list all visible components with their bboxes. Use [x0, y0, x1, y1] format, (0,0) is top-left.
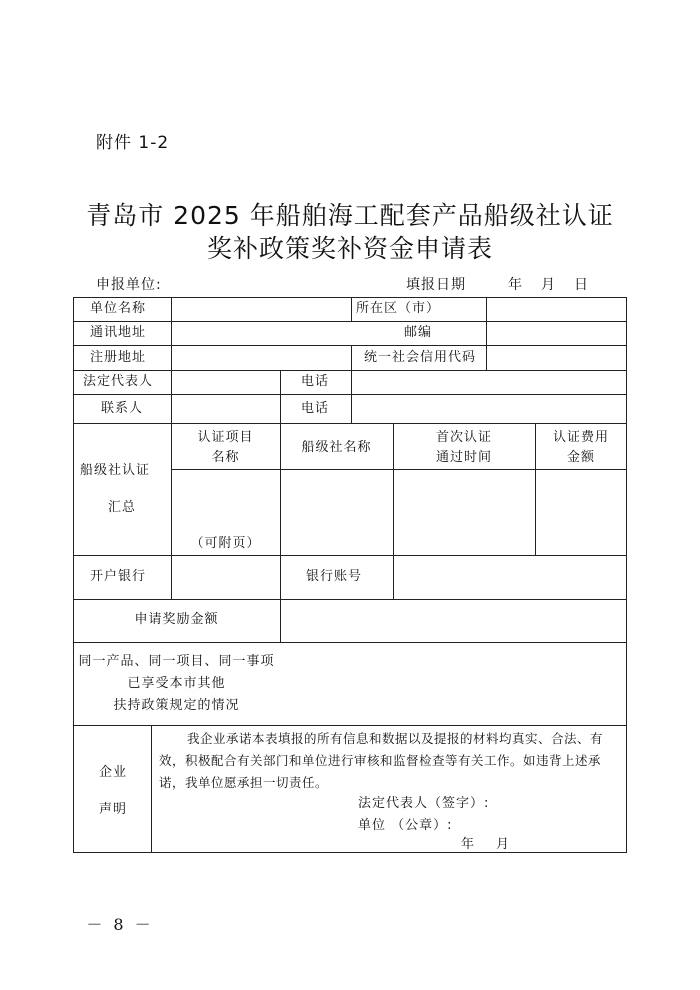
apply-amount-label: 申请奖励金额 — [134, 612, 219, 627]
document-title-line-2: 奖补政策奖补资金申请表 — [206, 234, 493, 263]
applicant-unit-label: 申报单位: — [96, 277, 162, 293]
date-month-label: 月 — [541, 277, 556, 293]
attachment-label: 附件 1-2 — [96, 133, 170, 153]
declaration-label-line-2: 声明 — [99, 802, 128, 817]
legal-representative-label: 法定代表人 — [83, 374, 154, 389]
legal-rep-signature-label: 法定代表人（签字）: — [358, 796, 490, 811]
document-title-line-1: 青岛市 2025 年船舶海工配套产品船级社认证 — [86, 201, 614, 230]
unit-name-label: 单位名称 — [90, 301, 147, 316]
policy-label-line-1: 同一产品、同一项目、同一事项 — [78, 654, 275, 669]
policy-label-line-3: 扶持政策规定的情况 — [113, 698, 240, 713]
unit-seal-label: 单位 （公章）: — [358, 818, 453, 833]
phone-label-1: 电话 — [301, 374, 330, 389]
col-first-cert-header-line-1: 首次认证 — [435, 430, 492, 445]
declaration-text: 我企业承诺本表填报的所有信息和数据以及提报的材料均真实、合法、有效，积极配合有关部门和单位进行审核和监督检查等有关工作。如违背上述承诺，我单位愿承担一切责任。 — [159, 731, 604, 790]
bank-account-label: 银行账号 — [306, 569, 363, 584]
attach-pages-note: （可附页） — [190, 536, 261, 551]
postcode-label: 邮编 — [404, 325, 433, 340]
date-day-label: 日 — [574, 277, 589, 293]
policy-label-line-2: 已享受本市其他 — [127, 676, 226, 691]
sign-month-label: 月 — [496, 837, 511, 852]
phone-label-2: 电话 — [301, 401, 330, 416]
declaration-label-line-1: 企业 — [99, 765, 128, 780]
col-project-header-line-2: 名称 — [211, 450, 240, 465]
application-form-table — [73, 297, 627, 853]
col-project-header-line-1: 认证项目 — [197, 430, 254, 445]
col-fee-header-line-1: 认证费用 — [552, 430, 609, 445]
district-label: 所在区（市） — [356, 301, 441, 316]
registered-address-label: 注册地址 — [90, 350, 147, 365]
fill-date-label: 填报日期 — [406, 277, 466, 293]
col-fee-header-line-2: 金额 — [566, 450, 595, 465]
col-first-cert-header-line-2: 通过时间 — [435, 450, 492, 465]
credit-code-label: 统一社会信用代码 — [364, 350, 477, 365]
page-number: － 8 － — [86, 915, 154, 934]
bank-label: 开户银行 — [90, 569, 147, 584]
certification-summary-label-line-2: 汇总 — [108, 500, 137, 515]
mailing-address-label: 通讯地址 — [90, 325, 147, 340]
date-year-label: 年 — [508, 277, 523, 293]
certification-summary-label-line-1: 船级社认证 — [80, 463, 151, 478]
col-society-header: 船级社名称 — [301, 440, 372, 455]
sign-year-label: 年 — [461, 837, 476, 852]
contact-person-label: 联系人 — [101, 401, 144, 416]
